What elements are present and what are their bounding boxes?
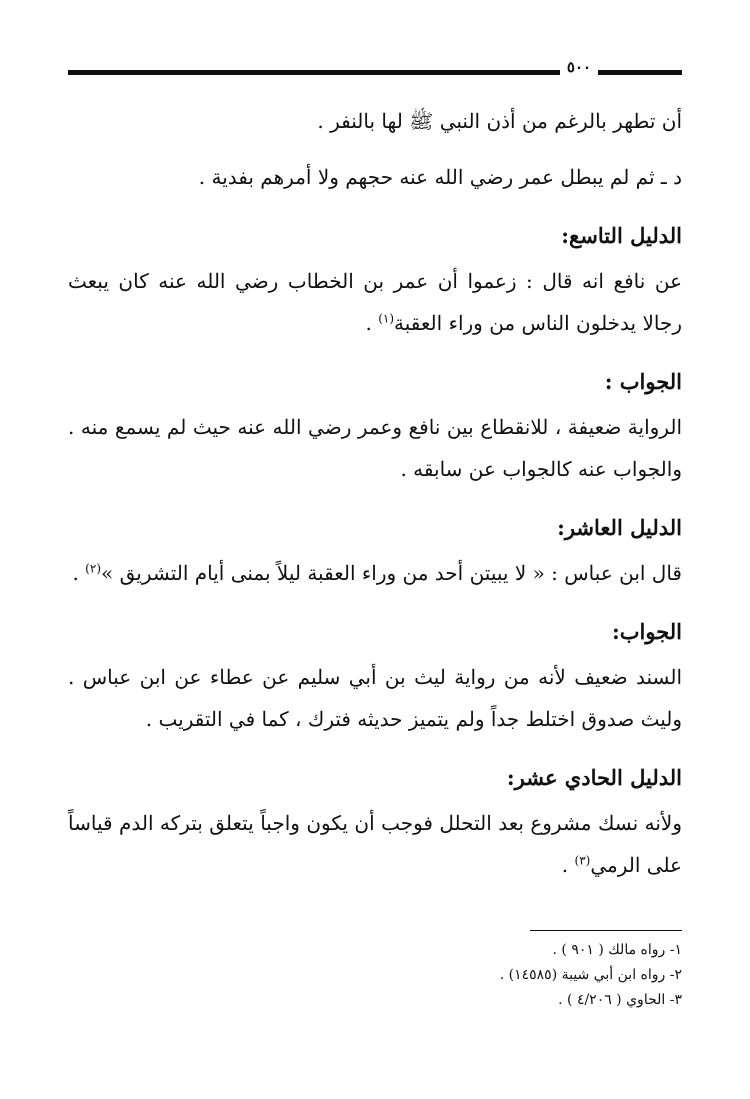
paragraph: الرواية ضعيفة ، للانقطاع بين نافع وعمر رضي الله عنه حيث لم يسمع منه . والجواب عنه كالجواب عن سابقه . xyxy=(68,415,682,481)
section-heading: الجواب : xyxy=(604,369,682,394)
header-rule-right xyxy=(598,70,682,75)
footnotes xyxy=(68,938,682,1013)
paragraph: أن تطهر بالرغم من أذن النبي ﷺ لها بالنفر . xyxy=(317,109,682,133)
footnote: ٣- الحاوي ( ٤/٢٠٦ ) . xyxy=(558,992,682,1008)
footnote-ref: (٢) xyxy=(85,561,101,576)
section-heading: الدليل العاشر: xyxy=(557,515,682,540)
footnote: ١- رواه مالك ( ٩٠١ ) . xyxy=(552,942,682,958)
footnote-ref: (٣) xyxy=(574,853,591,868)
footnote-separator xyxy=(530,930,682,931)
paragraph: قال ابن عباس : « لا يبيتن أحد من وراء العقبة ليلاً بمنى أيام التشريق »$^{(٢)}$ . xyxy=(72,561,682,585)
paragraph: ولأنه نسك مشروع بعد التحلل فوجب أن يكون واجباً يتعلق بتركه الدم قياساً على الرمي$^{(٣)}$ . xyxy=(68,811,682,877)
page-body xyxy=(68,100,682,886)
paragraph: د ـ ثم لم يبطل عمر رضي الله عنه حجهم ولا أمرهم بفدية . xyxy=(198,165,682,189)
paragraph: السند ضعيف لأنه من رواية ليث بن أبي سليم عن عطاء عن ابن عباس . وليث صدوق اختلط جداً ولم يتميز حديثه فترك ، كما في التقريب . xyxy=(68,665,682,731)
footnote: ٢- رواه ابن أبي شيبة (١٤٥٨٥) . xyxy=(499,967,682,983)
page-number: ٥٠٠ xyxy=(566,58,592,76)
section-heading: الدليل الحادي عشر: xyxy=(506,765,682,790)
header-rule-left xyxy=(68,70,560,75)
paragraph: عن نافع انه قال : زعموا أن عمر بن الخطاب رضي الله عنه كان يبعث رجالا يدخلون الناس من وراء العقبة$^{(١)}$ . xyxy=(68,269,682,335)
section-heading: الدليل التاسع: xyxy=(561,223,682,248)
section-heading: الجواب: xyxy=(612,619,682,644)
footnote-ref: (١) xyxy=(378,311,395,326)
